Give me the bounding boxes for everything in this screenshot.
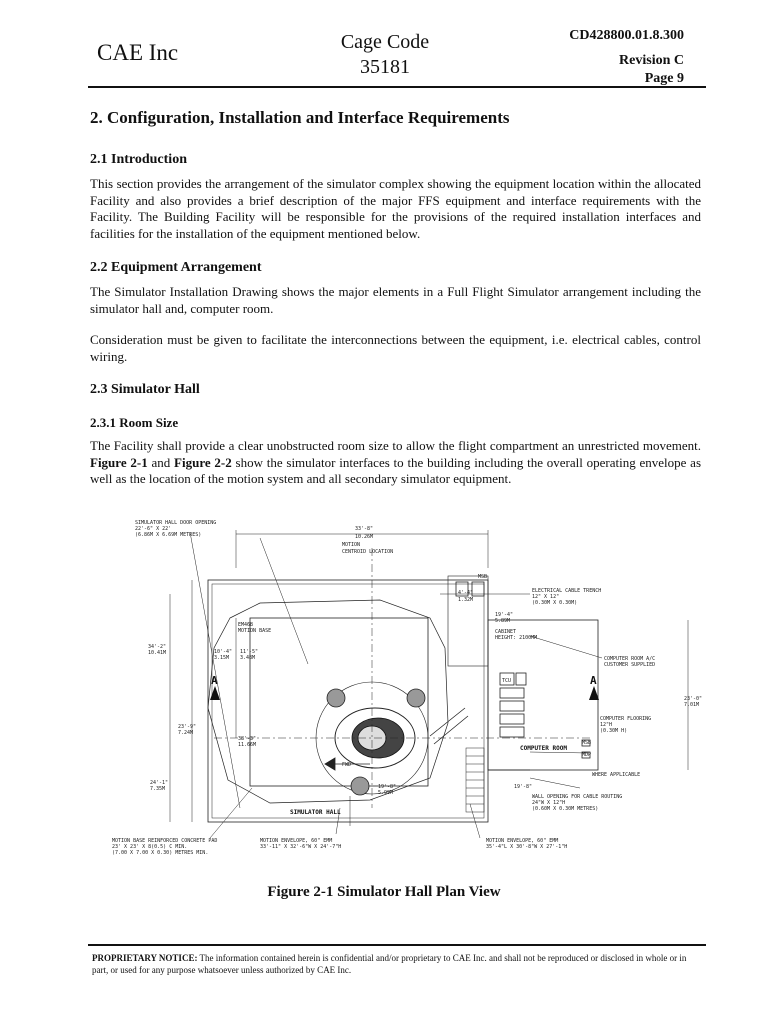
section-title: 2. Configuration, Installation and Interface Requirements <box>90 108 510 127</box>
figure-ref-2-1[interactable]: Figure 2-1 <box>90 454 148 470</box>
room-size-text-b: show the simulator interfaces to the building including the overall operating envelope as well as the location of the motion system and all secondary simulator equipment. <box>90 454 702 486</box>
label-centroid: CENTROID LOCATION <box>342 549 394 555</box>
label-dim-38: 38'-3" <box>238 736 257 742</box>
label-where: WHERE APPLICABLE <box>592 772 641 778</box>
label-dim-4m: 1.32M <box>458 597 474 603</box>
simulator-hall-plan-drawing <box>110 508 703 878</box>
revision-block <box>619 52 684 88</box>
label-cabinet-height: HEIGHT: 2100MM <box>495 635 538 641</box>
label-dim-left1m: 3.15M <box>214 655 230 661</box>
label-motion: MOTION <box>342 542 361 548</box>
room-size-text-a: The Facility shall provide a clear unobstructed room size to allow the flight compartment an unrestricted movement. <box>90 438 701 453</box>
proprietary-notice-label: PROPRIETARY NOTICE: <box>92 953 198 963</box>
label-dim-38m: 11.66M <box>238 742 257 748</box>
label-dim-top-m: 10.26M <box>355 534 374 540</box>
cage-code-block <box>300 30 470 80</box>
label-dim-inner: 11'-5" <box>240 649 259 655</box>
label-tcu: TCU <box>502 678 512 684</box>
figure-ref-2-2[interactable]: Figure 2-2 <box>174 454 232 470</box>
proprietary-notice-text: The information contained herein is confidential and/or proprietary to CAE Inc. and shall not be reproduced or disclosed in whole or in part, or used for any purpose whatsoever unless authorized by CAE Inc. <box>92 953 687 975</box>
label-dim-cr: 19'-4" <box>495 612 514 618</box>
heading-2-3-1: 2.3.1 Room Size <box>90 415 179 430</box>
header-rule <box>88 86 706 88</box>
revision: Revision C <box>619 53 684 68</box>
label-dim-top: 33'-8" <box>355 526 374 532</box>
label-trench-size: 12" X 12" <box>532 594 560 600</box>
label-base-concrete-2: 23' X 23' X 8(0.5) C MIN. <box>112 844 188 850</box>
label-fwd: FWD <box>342 762 352 768</box>
label-envelope-1: MOTION ENVELOPE, 60" EMM <box>260 838 333 844</box>
label-dim-left3m: 7.35M <box>150 786 166 792</box>
label-dim-right-m: 7.01M <box>684 702 700 708</box>
label-computer-room: COMPUTER ROOM <box>520 745 567 752</box>
paragraph-arrangement-2: Consideration must be given to facilitate the interconnections between the equipment, i.e. electrical cables, control wiring. <box>90 332 701 364</box>
label-dim-left2: 34'-2" <box>148 644 167 650</box>
section-a-left: A <box>211 674 218 687</box>
paragraph-room-size <box>90 438 701 488</box>
label-dim-29m: 7.24M <box>178 730 194 736</box>
heading-2-3: 2.3 Simulator Hall <box>90 382 200 397</box>
label-simulator-hall: SIMULATOR HALL <box>290 809 341 816</box>
label-em-base-2: MOTION BASE <box>238 628 272 634</box>
label-dim-left1: 10'-4" <box>214 649 233 655</box>
label-dim-crm: 5.89M <box>495 618 511 624</box>
cage-code-value: 35181 <box>360 56 410 78</box>
company-name: CAE Inc <box>97 40 179 65</box>
label-trench-metric: (0.30M X 0.30M) <box>532 600 578 606</box>
label-base-concrete-3: (7.00 X 7.00 X 0.30) METRES MIN. <box>112 850 209 856</box>
page-number: Page 9 <box>644 71 684 86</box>
label-comp-room-ac: COMPUTER ROOM A/C <box>604 656 656 662</box>
heading-2-1: 2.1 Introduction <box>90 152 187 167</box>
label-dim-left2m: 10.41M <box>148 650 167 656</box>
section-a-right: A <box>590 674 597 687</box>
proprietary-notice <box>92 952 702 976</box>
label-dim-4: 4'-4" <box>458 590 474 596</box>
label-msb: MSB <box>582 740 592 746</box>
paragraph-introduction: This section provides the arrangement of the simulator complex showing the equipment location within the allocated Facility and also provides a brief description of the major FFS equipment and interface requirements with the Facility. The Building Facility will be responsible for the provisions of the required installation interfaces and facilities for the installation of the equipment mentioned below. <box>90 176 701 241</box>
label-envelope-2b: 35'-4"L X 30'-8"W X 27'-1"H <box>486 844 568 850</box>
label-raised-floor: COMPUTER FLOORING <box>600 716 652 722</box>
label-base-concrete: MOTION BASE REINFORCED CONCRETE PAD <box>112 838 218 844</box>
heading-2-2: 2.2 Equipment Arrangement <box>90 260 262 275</box>
label-cabinet: CABINET <box>495 629 517 635</box>
label-em-base: EM468 <box>238 622 254 628</box>
label-dim-cr-lower: 19'-8" <box>514 784 533 790</box>
label-trench: ELECTRICAL CABLE TRENCH <box>532 588 602 594</box>
figure-caption: Figure 2-1 Simulator Hall Plan View <box>267 884 501 900</box>
cage-code-label: Cage Code <box>340 31 430 53</box>
footer-rule <box>88 944 706 946</box>
label-dim-inner-m: 3.48M <box>240 655 256 661</box>
label-raised-floor-m: (0.30M H) <box>600 728 628 734</box>
label-door-size: 22'-6" X 22' <box>135 526 172 532</box>
label-wall: WALL OPENING FOR CABLE ROUTING <box>532 794 623 800</box>
label-dim-19: 19'-8" <box>378 784 397 790</box>
paragraph-arrangement-1: The Simulator Installation Drawing shows the major elements in a Full Flight Simulator arrangement including the simulator hall and, computer room. <box>90 284 701 316</box>
label-envelope-1b: 33'-11" X 32'-6"W X 24'-7"H <box>260 844 342 850</box>
label-wall-metric: (0.60M X 0.30M METRES) <box>532 806 599 812</box>
label-mdp: MDP <box>582 752 592 758</box>
label-door-metric: (6.86M X 6.69M METRES) <box>135 532 202 538</box>
room-size-and: and <box>147 454 175 470</box>
label-comp-room-ac-2: CUSTOMER SUPPLIED <box>604 662 656 668</box>
label-dim-19m: 5.99M <box>378 790 394 796</box>
label-dim-right: 23'-0" <box>684 696 703 702</box>
label-wall-size: 24"W X 12"H <box>532 800 566 806</box>
label-msb-top: MSB <box>478 574 488 580</box>
label-dim-29: 23'-9" <box>178 724 197 730</box>
label-raised-floor-h: 12"H <box>600 722 613 728</box>
label-envelope-2: MOTION ENVELOPE, 60" EMM <box>486 838 559 844</box>
label-door: SIMULATOR HALL DOOR OPENING <box>135 520 217 526</box>
document-number: CD428800.01.8.300 <box>569 28 684 43</box>
label-dim-left3: 24'-1" <box>150 780 169 786</box>
